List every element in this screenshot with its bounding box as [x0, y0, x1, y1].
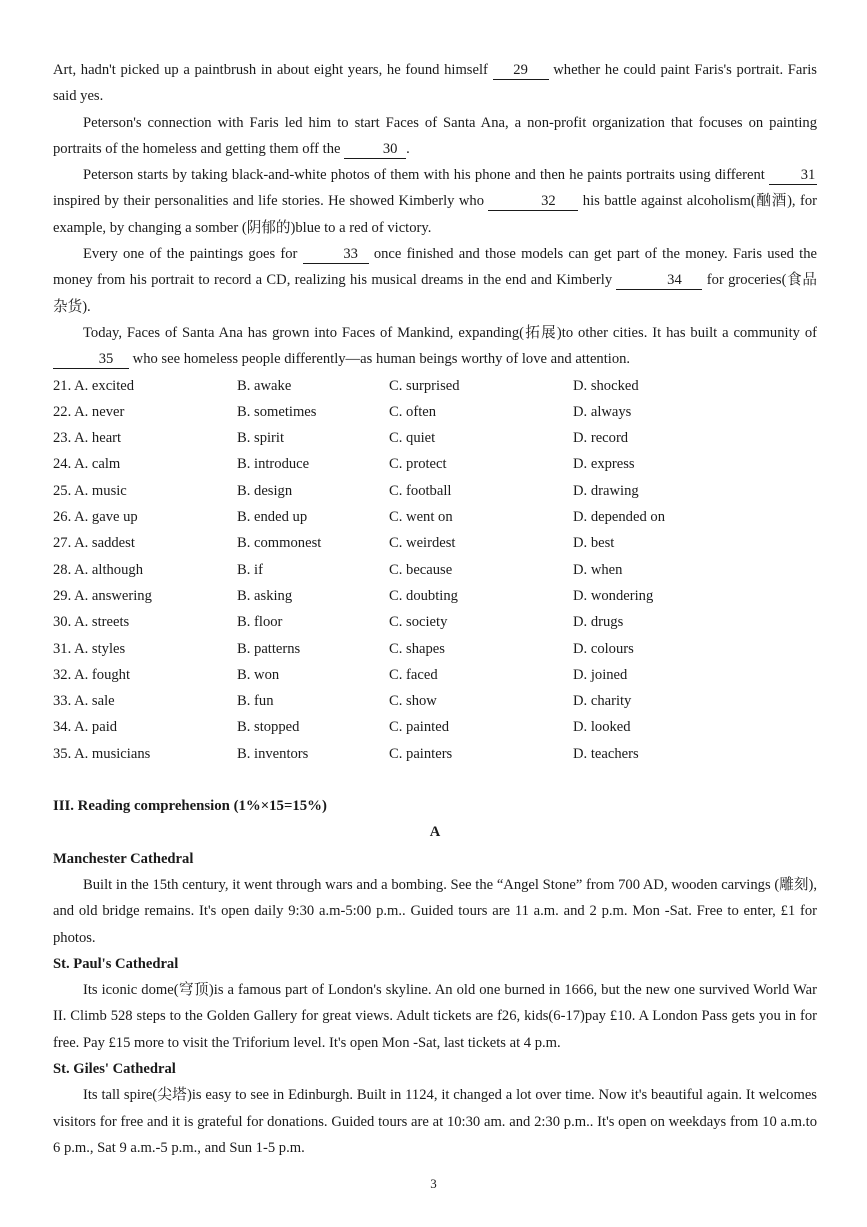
- paragraph-text: once finished and those models can get part of the money. Faris used the money from his portrait to record a CD, realizing his musical dreams in the end and Kimberly: [53, 246, 817, 289]
- option-row: [53, 609, 817, 635]
- option-choice: C. faced: [389, 666, 438, 683]
- blank-29: 29: [493, 61, 549, 80]
- option-choice: C. society: [389, 614, 448, 631]
- option-choice: D. drawing: [573, 482, 639, 499]
- cathedral-name: Manchester Cathedral: [53, 850, 194, 867]
- option-choice: 29. A. answering: [53, 587, 152, 604]
- cloze-paragraph-4: [53, 241, 817, 320]
- paragraph-text: Every one of the paintings goes for: [83, 246, 303, 263]
- option-choice: D. when: [573, 561, 623, 578]
- cathedral-description: Built in the 15th century, it went through wars and a bombing. See the “Angel Stone” from 700 AD, wooden carvings (雕刻), and old bridge remains. It's open daily 9:30 a.m-5:00 p.m.. Guided tours are 11 a.m. and 2 p.m. Mon -Sat. Free to enter, £1 for photos.: [53, 876, 817, 946]
- option-row: [53, 530, 817, 556]
- option-choice: B. design: [237, 482, 293, 499]
- option-choice: C. painted: [389, 719, 449, 736]
- cathedral-name: St. Paul's Cathedral: [53, 955, 179, 972]
- passage-label: A: [429, 824, 441, 841]
- blank-33: 33: [303, 245, 369, 264]
- page-number: 3: [430, 1176, 437, 1191]
- option-choice: B. asking: [237, 587, 293, 604]
- option-row: [53, 741, 817, 767]
- option-choice: B. commonest: [237, 535, 322, 552]
- option-row: [53, 373, 817, 399]
- cathedral-description: Its iconic dome(穹顶)is a famous part of London's skyline. An old one burned in 1666, but the new one survived World War II. Climb 528 steps to the Golden Gallery for great views. Adult tickets are f26, kids(6-17)pay £10. A London Pass gets you in for free. Pay £15 more to visit the Triforium level. It's open Mon -Sat, last tickets at 4 p.m.: [53, 982, 817, 1051]
- paragraph-text: for groceries(食品杂货).: [53, 272, 818, 315]
- option-choice: B. sometimes: [237, 403, 317, 420]
- option-choice: C. often: [389, 403, 437, 420]
- option-choice: 30. A. streets: [53, 614, 130, 631]
- option-choice: 26. A. gave up: [53, 509, 138, 526]
- option-choice: C. protect: [389, 456, 447, 473]
- option-choice: D. always: [573, 403, 632, 420]
- option-choice: 24. A. calm: [53, 456, 121, 473]
- paragraph-text: Today, Faces of Santa Ana has grown into Faces of Mankind, expanding(拓展)to other cities. It has built a community of: [83, 324, 817, 341]
- option-row: [53, 425, 817, 451]
- option-choice: D. joined: [573, 666, 628, 683]
- option-choice: B. won: [237, 666, 280, 683]
- option-choice: C. went on: [389, 509, 453, 526]
- cloze-paragraph-2: [53, 110, 817, 163]
- option-choice: D. record: [573, 430, 629, 447]
- option-choice: D. best: [573, 535, 615, 552]
- blank-34: 34: [616, 271, 702, 290]
- option-choice: D. wondering: [573, 587, 654, 604]
- option-choice: B. awake: [237, 377, 292, 394]
- answer-options: [53, 373, 817, 767]
- cloze-paragraph-5: [53, 320, 817, 373]
- option-choice: C. doubting: [389, 587, 458, 604]
- paragraph-text: .: [406, 140, 410, 157]
- option-choice: B. patterns: [237, 640, 301, 657]
- blank-31: 31: [769, 166, 817, 185]
- option-row: [53, 557, 817, 583]
- option-choice: 34. A. paid: [53, 719, 118, 736]
- option-choice: D. looked: [573, 719, 631, 736]
- paragraph-text: Peterson's connection with Faris led him to start Faces of Santa Ana, a non-profit organization that focuses on painting portraits of the homeless and getting them off the: [53, 114, 817, 157]
- option-choice: D. colours: [573, 640, 634, 657]
- document-page: [53, 57, 817, 1161]
- option-choice: 23. A. heart: [53, 430, 122, 447]
- option-choice: C. shapes: [389, 640, 445, 657]
- blank-35: 35: [53, 350, 129, 369]
- cloze-paragraph-1: [53, 57, 817, 110]
- option-choice: C. football: [389, 482, 452, 499]
- option-choice: C. quiet: [389, 430, 436, 447]
- option-choice: D. shocked: [573, 377, 639, 394]
- option-row: [53, 688, 817, 714]
- option-choice: 35. A. musicians: [53, 745, 151, 762]
- option-row: [53, 662, 817, 688]
- option-choice: B. ended up: [237, 509, 308, 526]
- option-row: [53, 636, 817, 662]
- option-choice: D. teachers: [573, 745, 639, 762]
- option-choice: 33. A. sale: [53, 693, 115, 710]
- option-choice: D. express: [573, 456, 635, 473]
- option-choice: 28. A. although: [53, 561, 143, 578]
- option-choice: B. stopped: [237, 719, 300, 736]
- paragraph-text: inspired by their personalities and life stories. He showed Kimberly who: [53, 193, 489, 210]
- option-choice: B. introduce: [237, 456, 310, 473]
- option-choice: B. if: [237, 561, 263, 578]
- option-choice: C. painters: [389, 745, 453, 762]
- option-choice: 21. A. excited: [53, 377, 135, 394]
- paragraph-text: whether he could paint Faris's portrait. Faris said yes.: [53, 62, 817, 105]
- option-choice: 27. A. saddest: [53, 535, 135, 552]
- paragraph-text: Art, hadn't picked up a paintbrush in about eight years, he found himself: [53, 62, 493, 78]
- option-choice: B. floor: [237, 614, 283, 631]
- option-choice: D. depended on: [573, 509, 665, 526]
- option-choice: B. inventors: [237, 745, 309, 762]
- paragraph-text: Peterson starts by taking black-and-white photos of them with his phone and then he paints portraits using different: [83, 167, 769, 184]
- section-title: III. Reading comprehension (1%×15=15%): [53, 798, 327, 815]
- cathedral-name: St. Giles' Cathedral: [53, 1060, 176, 1077]
- option-row: [53, 478, 817, 504]
- option-choice: 32. A. fought: [53, 666, 131, 683]
- option-row: [53, 451, 817, 477]
- option-choice: D. drugs: [573, 614, 624, 631]
- cathedral-description: Its tall spire(尖塔)is easy to see in Edinburgh. Built in 1124, it changed a lot over time. Now it's beautiful again. It welcomes visitors for free and it is grateful for donations. Guided tours are at 10:30 am. and 2:30 p.m.. It's open on weekdays from 10 a.m.to 6 p.m., Sat 9 a.m.-5 p.m., and Sun 1-5 p.m.: [53, 1087, 817, 1156]
- option-choice: B. fun: [237, 693, 274, 710]
- option-choice: C. surprised: [389, 377, 460, 394]
- option-row: [53, 399, 817, 425]
- option-row: [53, 504, 817, 530]
- cloze-paragraph-3: [53, 162, 817, 241]
- paragraph-text: who see homeless people differently—as human beings worthy of love and attention.: [129, 351, 631, 368]
- blank-30: 30: [344, 140, 406, 159]
- option-choice: C. because: [389, 561, 453, 578]
- option-choice: C. weirdest: [389, 535, 456, 552]
- option-choice: D. charity: [573, 693, 632, 710]
- option-choice: B. spirit: [237, 430, 285, 447]
- option-row: [53, 714, 817, 740]
- option-choice: 31. A. styles: [53, 640, 126, 657]
- option-choice: 25. A. music: [53, 482, 127, 499]
- option-row: [53, 583, 817, 609]
- option-choice: C. show: [389, 693, 437, 710]
- option-choice: 22. A. never: [53, 403, 125, 420]
- paragraph-text: his battle against alcoholism(酗酒), for example, by changing a somber (阴郁的)blue to a red of victory.: [53, 193, 817, 236]
- blank-32: 32: [488, 192, 578, 211]
